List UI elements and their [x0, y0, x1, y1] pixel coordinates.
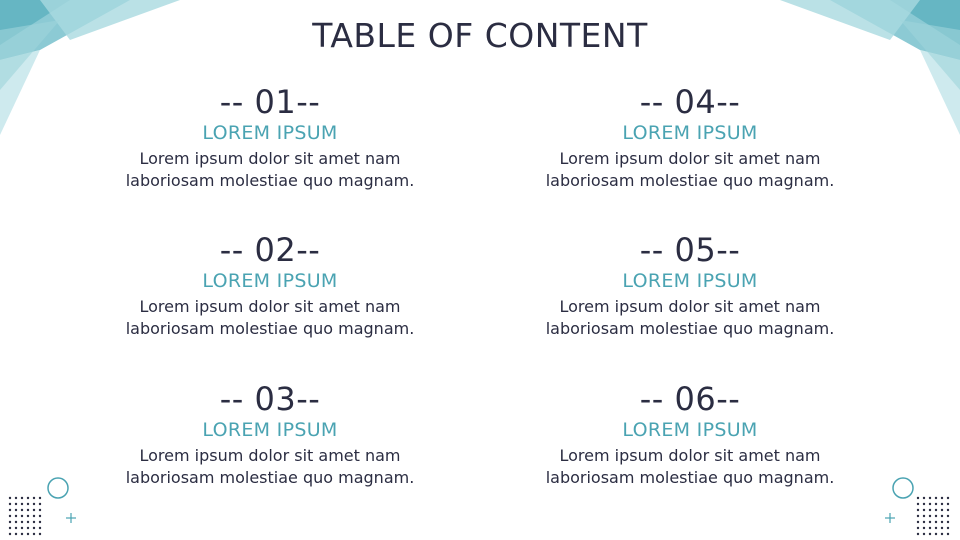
toc-item-desc-line: Lorem ipsum dolor sit amet nam [139, 446, 401, 465]
dot-grid-icon [9, 497, 41, 535]
toc-item-number: -- 02-- [219, 231, 321, 269]
circle-icon [893, 478, 913, 498]
toc-item-number: -- 05-- [639, 231, 741, 269]
toc-item-heading: LOREM IPSUM [202, 122, 338, 144]
toc-item-03 [100, 381, 440, 489]
plus-icon [885, 513, 895, 523]
toc-item-number: -- 04-- [639, 83, 741, 121]
toc-item-desc-line: laboriosam molestiae quo magnam. [125, 468, 415, 487]
toc-item-description [100, 445, 440, 489]
toc-item-number: -- 03-- [219, 380, 321, 418]
toc-item-desc-line: laboriosam molestiae quo magnam. [125, 171, 415, 190]
toc-item-description [520, 296, 860, 340]
toc-item-desc-line: Lorem ipsum dolor sit amet nam [139, 149, 401, 168]
circle-icon [48, 478, 68, 498]
toc-item-desc-line: laboriosam molestiae quo magnam. [545, 468, 835, 487]
toc-item-02 [100, 232, 440, 340]
toc-item-01 [100, 84, 440, 192]
dot-grid-icon [917, 497, 949, 535]
toc-item-desc-line: Lorem ipsum dolor sit amet nam [559, 446, 821, 465]
toc-item-04 [520, 84, 860, 192]
toc-item-06 [520, 381, 860, 489]
toc-item-description [520, 445, 860, 489]
toc-item-desc-line: laboriosam molestiae quo magnam. [125, 319, 415, 338]
toc-item-desc-line: laboriosam molestiae quo magnam. [545, 319, 835, 338]
page-title: TABLE OF CONTENT [312, 16, 648, 55]
decoration-bottom-right [870, 470, 960, 540]
toc-item-description [520, 148, 860, 192]
toc-item-05 [520, 232, 860, 340]
toc-item-description [100, 296, 440, 340]
toc-item-number: -- 06-- [639, 380, 741, 418]
plus-icon [66, 513, 76, 523]
toc-item-heading: LOREM IPSUM [202, 419, 338, 441]
toc-item-desc-line: laboriosam molestiae quo magnam. [545, 171, 835, 190]
decoration-bottom-left [0, 470, 90, 540]
toc-item-description [100, 148, 440, 192]
toc-item-heading: LOREM IPSUM [622, 419, 758, 441]
toc-item-heading: LOREM IPSUM [622, 270, 758, 292]
toc-item-desc-line: Lorem ipsum dolor sit amet nam [139, 297, 401, 316]
toc-item-heading: LOREM IPSUM [622, 122, 758, 144]
toc-item-heading: LOREM IPSUM [202, 270, 338, 292]
toc-item-desc-line: Lorem ipsum dolor sit amet nam [559, 149, 821, 168]
toc-item-number: -- 01-- [219, 83, 321, 121]
toc-item-desc-line: Lorem ipsum dolor sit amet nam [559, 297, 821, 316]
